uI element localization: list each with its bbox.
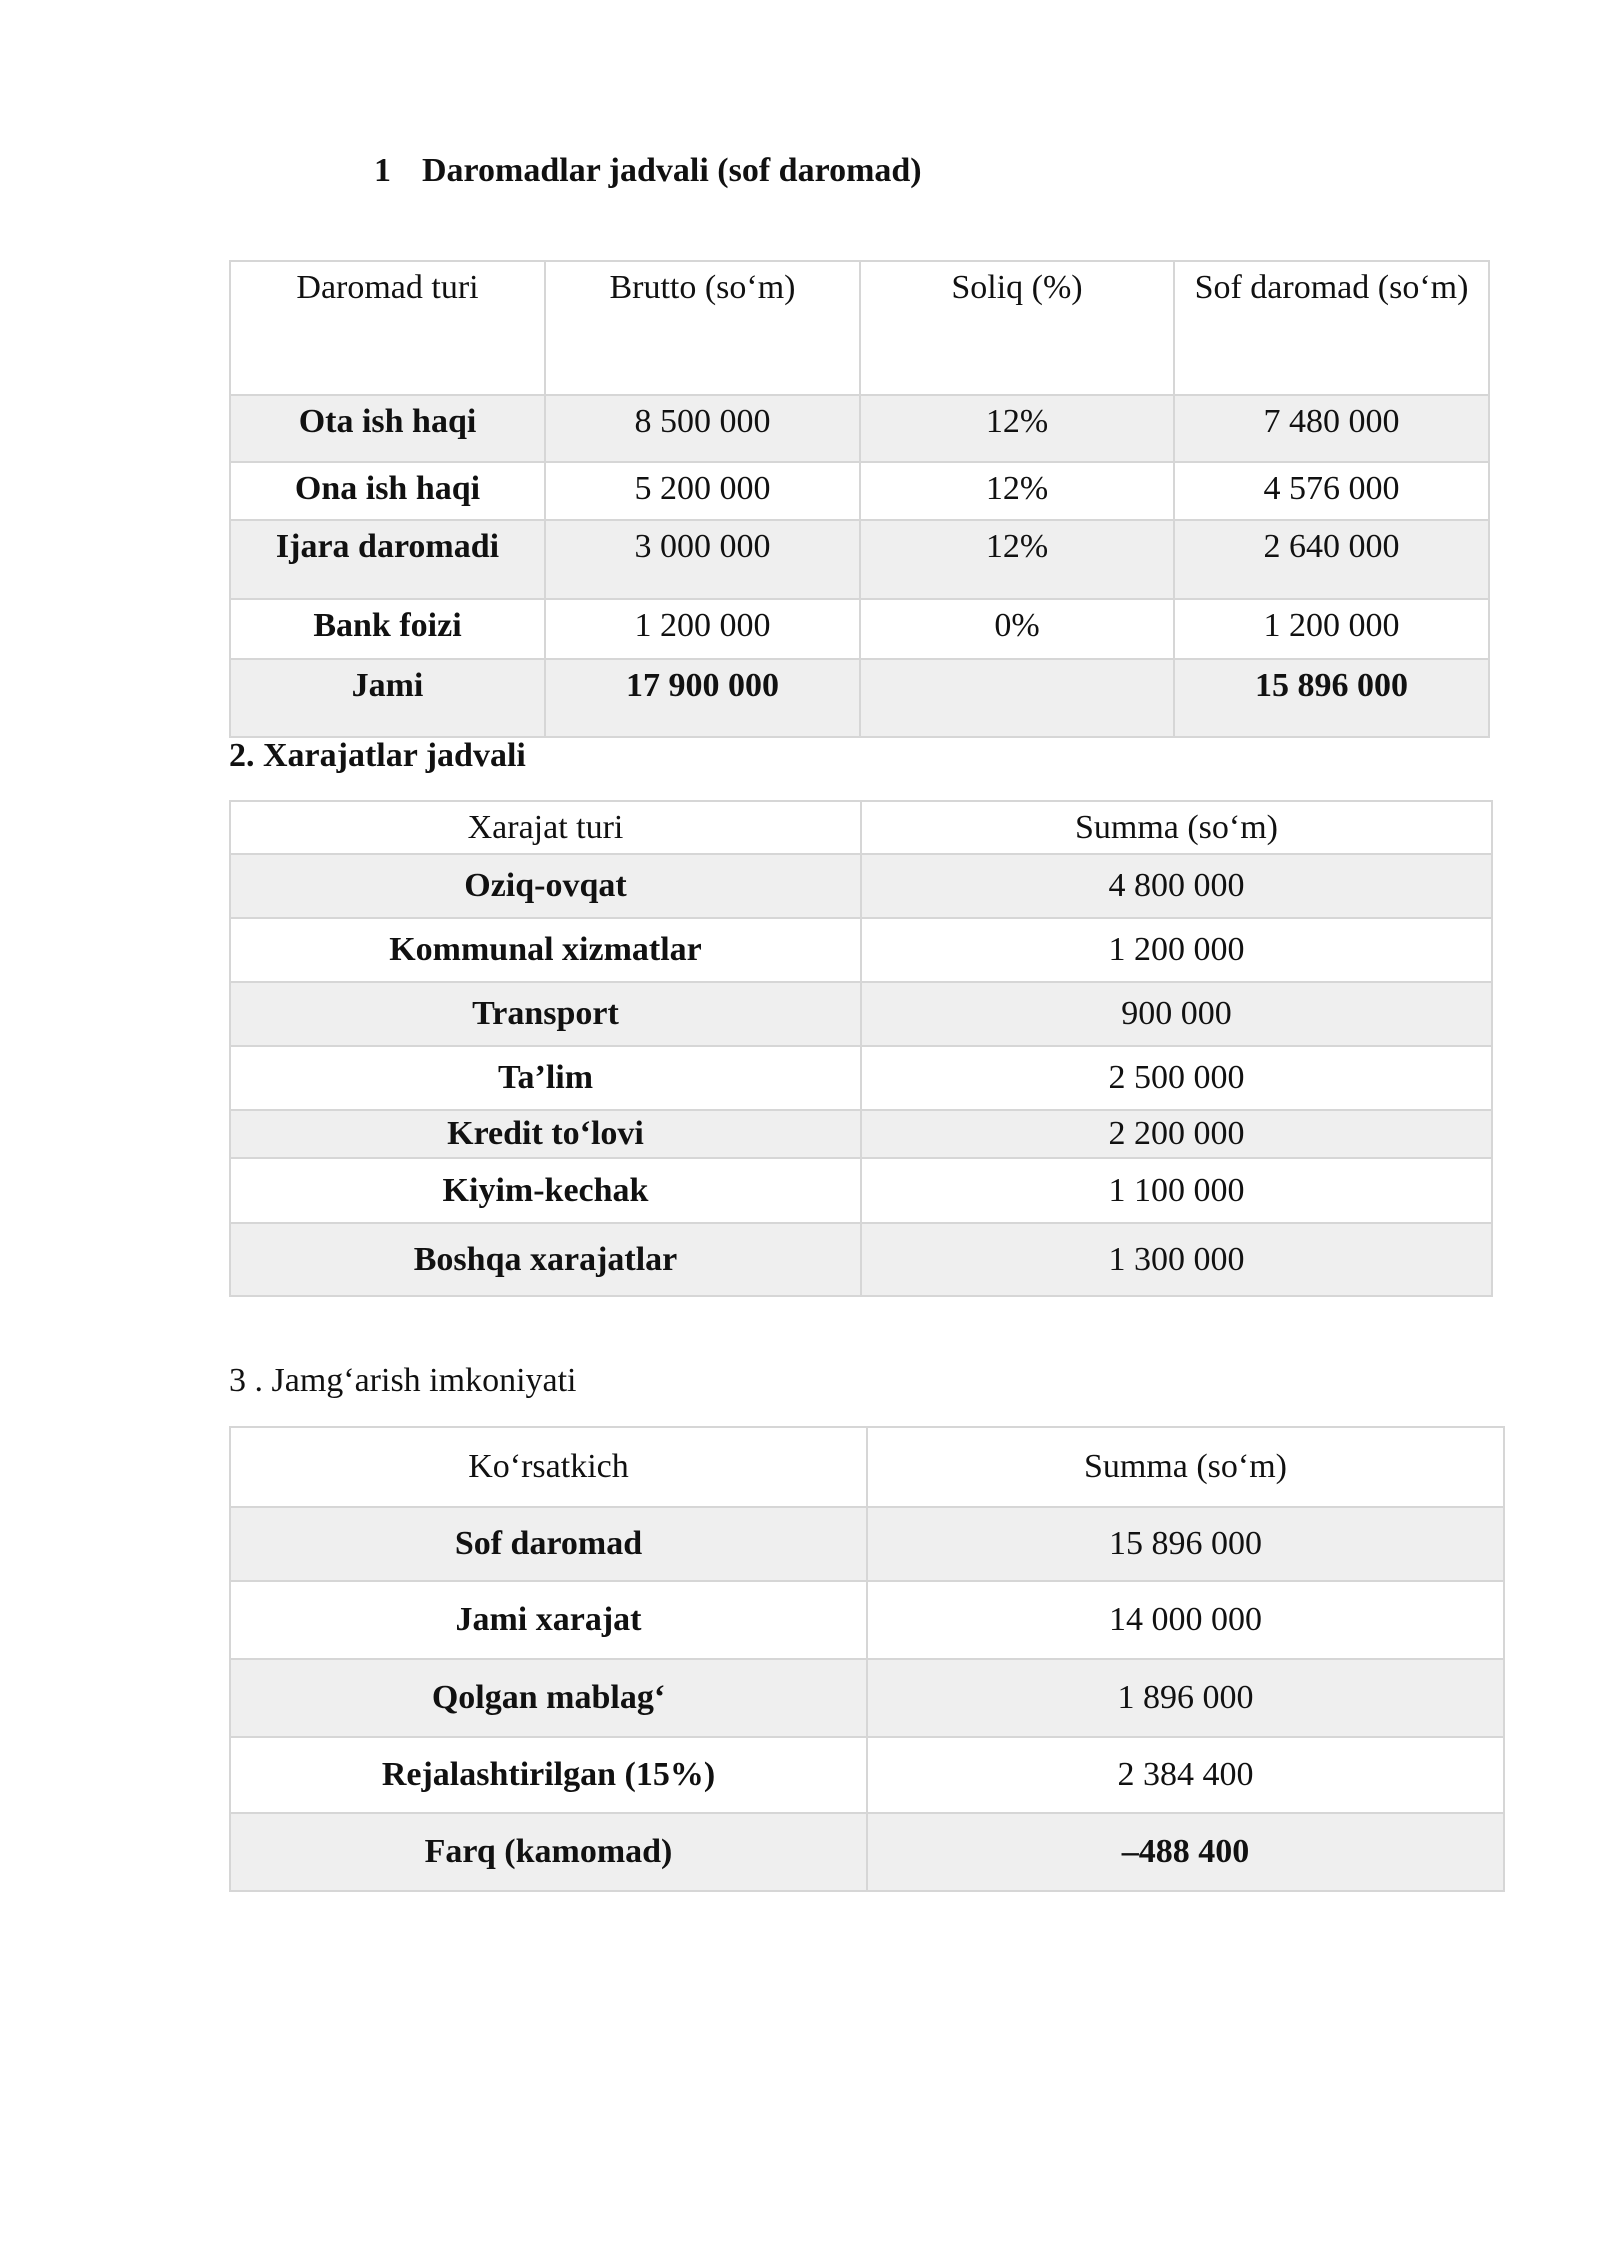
tax-cell: 12%: [860, 520, 1174, 599]
table-row: [230, 1223, 1492, 1296]
gross-cell: 1 200 000: [545, 599, 860, 659]
total-label: Jami: [230, 659, 545, 737]
total-row: [230, 659, 1489, 737]
expenses-table: [229, 800, 1493, 1297]
column-header: Summa (so‘m): [867, 1427, 1504, 1507]
table-row: [230, 1581, 1504, 1659]
amount-cell: 1 896 000: [867, 1659, 1504, 1737]
amount-cell: 1 100 000: [861, 1158, 1492, 1223]
table-header-row: [230, 1427, 1504, 1507]
amount-cell: 4 800 000: [861, 854, 1492, 918]
expenses-table-heading: 2. Xarajatlar jadvali: [229, 737, 526, 774]
gross-cell: 5 200 000: [545, 462, 860, 520]
table-row: [230, 1813, 1504, 1891]
total-net: 15 896 000: [1174, 659, 1489, 737]
gross-cell: 3 000 000: [545, 520, 860, 599]
indicator-cell: Jami xarajat: [230, 1581, 867, 1659]
table-row: [230, 1507, 1504, 1581]
net-cell: 2 640 000: [1174, 520, 1489, 599]
column-header: Xarajat turi: [230, 801, 861, 854]
table-row: [230, 1110, 1492, 1158]
table-row: [230, 1659, 1504, 1737]
expense-type-cell: Oziq-ovqat: [230, 854, 861, 918]
indicator-cell: Sof daromad: [230, 1507, 867, 1581]
net-cell: 4 576 000: [1174, 462, 1489, 520]
savings-table: [229, 1426, 1505, 1892]
income-type-cell: Bank foizi: [230, 599, 545, 659]
total-gross: 17 900 000: [545, 659, 860, 737]
amount-cell: 15 896 000: [867, 1507, 1504, 1581]
total-tax: [860, 659, 1174, 737]
expense-type-cell: Transport: [230, 982, 861, 1046]
amount-cell: 2 384 400: [867, 1737, 1504, 1813]
net-cell: 7 480 000: [1174, 395, 1489, 462]
table-row: [230, 854, 1492, 918]
table-row: [230, 520, 1489, 599]
column-header: Brutto (so‘m): [545, 261, 860, 395]
tax-cell: 12%: [860, 395, 1174, 462]
amount-cell: 2 200 000: [861, 1110, 1492, 1158]
expense-type-cell: Kommunal xizmatlar: [230, 918, 861, 982]
expense-type-cell: Kiyim-kechak: [230, 1158, 861, 1223]
table-row: [230, 1046, 1492, 1110]
indicator-cell: Farq (kamomad): [230, 1813, 867, 1891]
section-title: Daromadlar jadvali (sof daromad): [422, 152, 922, 189]
tax-cell: 12%: [860, 462, 1174, 520]
column-header: Daromad turi: [230, 261, 545, 395]
income-type-cell: Ona ish haqi: [230, 462, 545, 520]
expense-type-cell: Ta’lim: [230, 1046, 861, 1110]
indicator-cell: Rejalashtirilgan (15%): [230, 1737, 867, 1813]
income-table: [229, 260, 1490, 738]
tax-cell: 0%: [860, 599, 1174, 659]
table-row: [230, 1737, 1504, 1813]
net-cell: 1 200 000: [1174, 599, 1489, 659]
section-number: 1: [374, 152, 391, 189]
income-type-cell: Ota ish haqi: [230, 395, 545, 462]
amount-cell: 14 000 000: [867, 1581, 1504, 1659]
column-header: Summa (so‘m): [861, 801, 1492, 854]
table-row: [230, 395, 1489, 462]
table-row: [230, 599, 1489, 659]
income-type-cell: Ijara daromadi: [230, 520, 545, 599]
savings-table-heading: 3 . Jamg‘arish imkoniyati: [229, 1362, 577, 1399]
gross-cell: 8 500 000: [545, 395, 860, 462]
column-header: Sof daromad (so‘m): [1174, 261, 1489, 395]
expense-type-cell: Boshqa xarajatlar: [230, 1223, 861, 1296]
expense-type-cell: Kredit to‘lovi: [230, 1110, 861, 1158]
table-row: [230, 918, 1492, 982]
table-row: [230, 1158, 1492, 1223]
table-row: [230, 982, 1492, 1046]
deficit-amount-cell: –488 400: [867, 1813, 1504, 1891]
income-table-heading: [374, 152, 922, 190]
amount-cell: 1 200 000: [861, 918, 1492, 982]
amount-cell: 2 500 000: [861, 1046, 1492, 1110]
column-header: Ko‘rsatkich: [230, 1427, 867, 1507]
indicator-cell: Qolgan mablag‘: [230, 1659, 867, 1737]
amount-cell: 1 300 000: [861, 1223, 1492, 1296]
amount-cell: 900 000: [861, 982, 1492, 1046]
column-header: Soliq (%): [860, 261, 1174, 395]
table-row: [230, 462, 1489, 520]
table-header-row: [230, 261, 1489, 395]
table-header-row: [230, 801, 1492, 854]
